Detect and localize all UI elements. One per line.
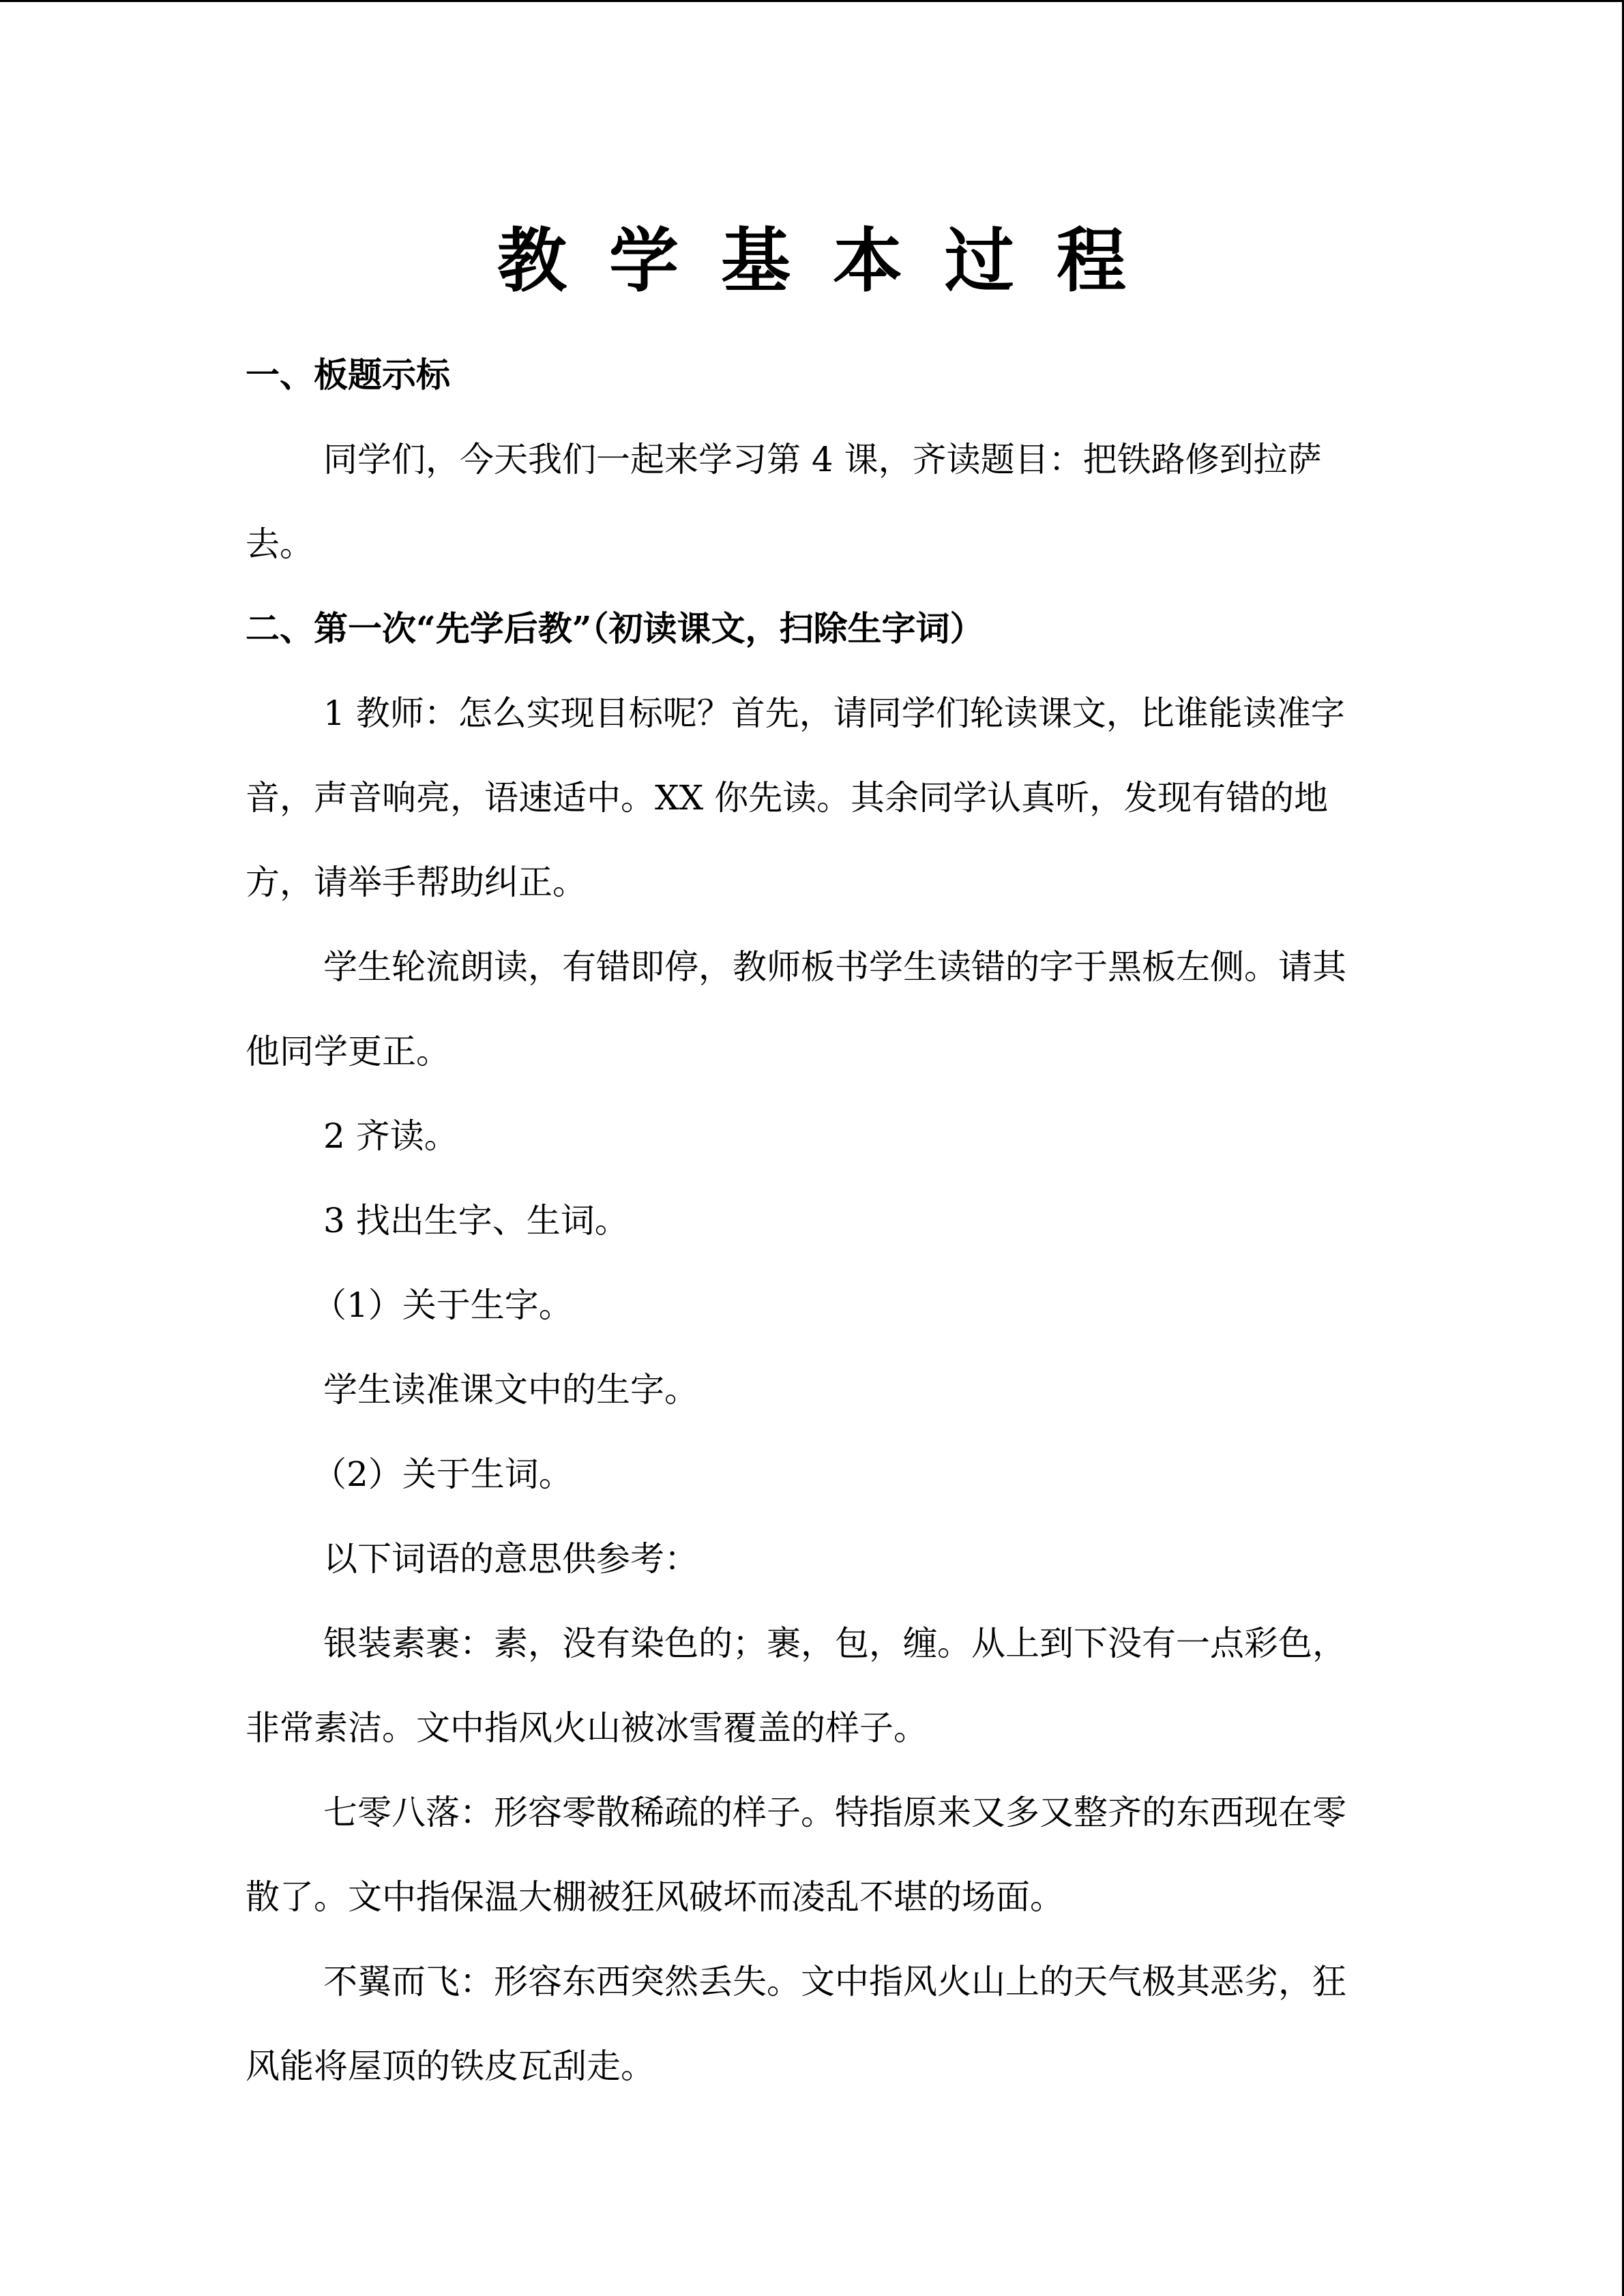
paragraph-12: 不翼而飞：形容东西突然丢失。文中指风火山上的天气极其恶劣，狂风能将屋顶的铁皮瓦刮走。 xyxy=(246,1962,1346,2086)
paragraph-11: 七零八落：形容零散稀疏的样子。特指原来又多又整齐的东西现在零散了。文中指保温大棚被狂风破坏而凌乱不堪的场面。 xyxy=(246,1793,1346,1917)
paragraph-6: （1）关于生字。 xyxy=(312,1285,573,1325)
paragraph-2: 1 教师：怎么实现目标呢？首先，请同学们轮读课文，比谁能读准字音，声音响亮，语速适中。XX 你先读。其余同学认真听，发现有错的地方，请举手帮助纠正。 xyxy=(246,694,1345,902)
section-heading-1: 一、板题示标 xyxy=(246,355,450,395)
paragraph-7: 学生读准课文中的生字。 xyxy=(323,1370,698,1410)
paragraph-4: 2 齐读。 xyxy=(323,1116,458,1156)
page-title: 教学基本过程 xyxy=(497,220,1168,302)
paragraph-1: 同学们，今天我们一起来学习第 4 课，齐读题目：把铁路修到拉萨去。 xyxy=(246,440,1322,564)
paragraph-9: 以下词语的意思供参考： xyxy=(323,1539,698,1579)
top-border-line xyxy=(0,0,1624,2)
paragraph-3: 学生轮流朗读，有错即停，教师板书学生读错的字于黑板左侧。请其他同学更正。 xyxy=(246,947,1346,1071)
document-body xyxy=(246,333,1378,2108)
paragraph-8: （2）关于生词。 xyxy=(312,1455,573,1494)
paragraph-5: 3 找出生字、生词。 xyxy=(323,1201,629,1240)
paragraph-10: 银装素裹：素，没有染色的；裹，包，缠。从上到下没有一点彩色，非常素洁。文中指风火山被冰雪覆盖的样子。 xyxy=(246,1624,1346,1748)
section-heading-2: 二、第一次“先学后教”（初读课文，扫除生字词） xyxy=(246,608,984,648)
